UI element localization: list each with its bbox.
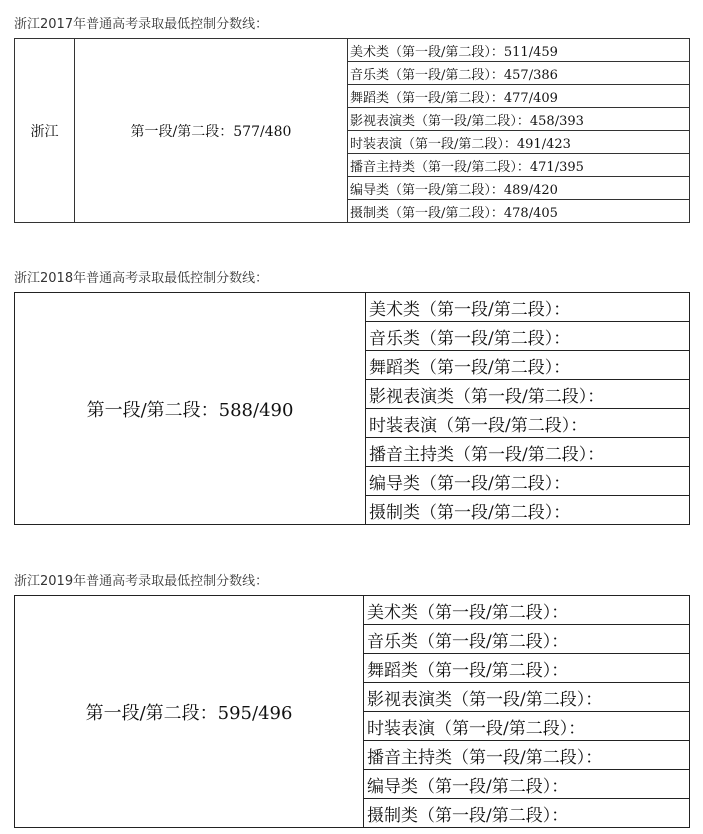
category-cell: 影视表演类（第一段/第二段）：458/393	[348, 108, 690, 131]
heading-2018: 浙江2018年普通高考录取最低控制分数线：	[14, 271, 269, 286]
table-row	[15, 596, 690, 625]
category-cell: 影视表演类（第一段/第二段）：	[364, 683, 690, 712]
region-cell: 浙江	[15, 39, 75, 223]
category-cell: 舞蹈类（第一段/第二段）：477/409	[348, 85, 690, 108]
score-table-2018	[14, 292, 690, 525]
category-cell: 时装表演（第一段/第二段）：491/423	[348, 131, 690, 154]
category-cell: 美术类（第一段/第二段）：	[364, 596, 690, 625]
category-cell: 音乐类（第一段/第二段）：	[364, 625, 690, 654]
category-cell: 编导类（第一段/第二段）：	[364, 770, 690, 799]
category-cell: 影视表演类（第一段/第二段）：	[366, 380, 690, 409]
category-cell: 美术类（第一段/第二段）：	[366, 293, 690, 322]
table-row	[15, 39, 690, 62]
score-table-2017	[14, 38, 690, 223]
general-score-cell: 第一段/第二段：577/480	[75, 39, 348, 223]
score-table-2019	[14, 595, 690, 828]
category-cell: 舞蹈类（第一段/第二段）：	[364, 654, 690, 683]
category-cell: 播音主持类（第一段/第二段）：	[364, 741, 690, 770]
general-score-cell: 第一段/第二段：595/496	[15, 596, 364, 828]
heading-2017: 浙江2017年普通高考录取最低控制分数线：	[14, 17, 269, 32]
category-cell: 播音主持类（第一段/第二段）：471/395	[348, 154, 690, 177]
category-cell: 编导类（第一段/第二段）：	[366, 467, 690, 496]
category-cell: 舞蹈类（第一段/第二段）：	[366, 351, 690, 380]
table-row	[15, 293, 690, 322]
category-cell: 美术类（第一段/第二段）：511/459	[348, 39, 690, 62]
category-cell: 摄制类（第一段/第二段）：	[366, 496, 690, 525]
heading-2019: 浙江2019年普通高考录取最低控制分数线：	[14, 574, 269, 589]
category-cell: 时装表演（第一段/第二段）：	[364, 712, 690, 741]
category-cell: 音乐类（第一段/第二段）：457/386	[348, 62, 690, 85]
category-cell: 音乐类（第一段/第二段）：	[366, 322, 690, 351]
category-cell: 摄制类（第一段/第二段）：478/405	[348, 200, 690, 223]
category-cell: 摄制类（第一段/第二段）：	[364, 799, 690, 828]
category-cell: 播音主持类（第一段/第二段）：	[366, 438, 690, 467]
general-score-cell: 第一段/第二段：588/490	[15, 293, 366, 525]
category-cell: 时装表演（第一段/第二段）：	[366, 409, 690, 438]
category-cell: 编导类（第一段/第二段）：489/420	[348, 177, 690, 200]
